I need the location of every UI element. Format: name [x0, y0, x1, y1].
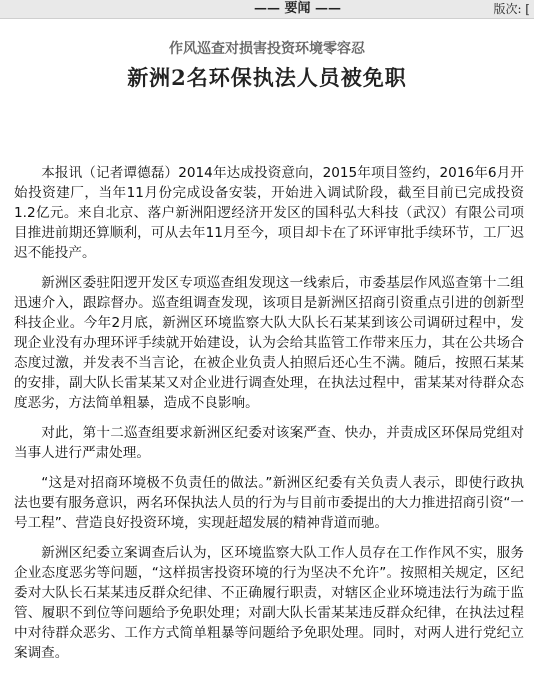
article-paragraph: “这是对招商环境极不负责任的做法。”新洲区纪委有关负责人表示，即使行政执法也要有服务意识，两名环保执法人员的行为与目前市委提出的大力推进招商引资“一号工程”、营造良好投资环境，实现赶超发展的精神背道而驰。 [14, 475, 525, 531]
article-paragraph: 新洲区纪委立案调查后认为，区环境监察大队工作人员存在工作作风不实，服务企业态度恶劣等问题，“这样损害投资环境的行为坚决不允许”。按照相关规定，区纪委对大队长石某某违反群众纪律、不正确履行职责，对辖区企业环境违法行为疏于监管、履职不到位等问题给予免职处理；对副大队长雷某某违反群众纪律，在执法过程中对待群众恶劣、工作方式简单粗暴等问题给予免职处理。同时，对两人进行党纪立案调查。 [14, 545, 524, 661]
section-title: —— 要闻 —— [254, 1, 342, 16]
article-headline: 新洲2名环保执法人员被免职 [127, 65, 407, 90]
article-paragraph: 本报讯（记者谭德磊）2014年达成投资意向，2015年项目签约，2016年6月开始投资建厂，当年11月份完成设备安装，开始进入调试阶段，截至目前已完成投资1.2亿元。来自北京、落户新洲阳逻经济开发区的国科弘大科技（武汉）有限公司项目推进前期还算顺利，可从去年11月至今，项目却卡在了环评审批手续环节，工厂迟迟不能投产。 [14, 165, 524, 261]
article-body [14, 163, 524, 673]
article-paragraph: 新洲区委驻阳逻开发区专项巡查组发现这一线索后，市委基层作风巡查第十二组迅速介入，跟踪督办。巡查组调查发现，该项目是新洲区招商引资重点引进的创新型科技企业。今年2月底，新洲区环境监察大队大队长石某某到该公司调研过程中，发现企业没有办理环评手续就开始建设，认为会给其监管工作带来压力，其在公共场合态度过激，并发表不当言论，在被企业负责人拍照后还心生不满。随后，按照石某某的安排，副大队长雷某某又对企业进行调查处理，在执法过程中，雷某某对待群众态度恶劣，方法简单粗暴，造成不良影响。 [14, 275, 524, 411]
newspaper-section-bar [0, 0, 534, 19]
article-paragraph: 对此，第十二巡查组要求新洲区纪委对该案严查、快办，并责成区环保局党组对当事人进行严肃处理。 [14, 425, 524, 461]
edition-label: 版次: [ [493, 2, 530, 16]
article-subtitle: 作风巡查对损害投资环境零容忍 [169, 41, 365, 57]
